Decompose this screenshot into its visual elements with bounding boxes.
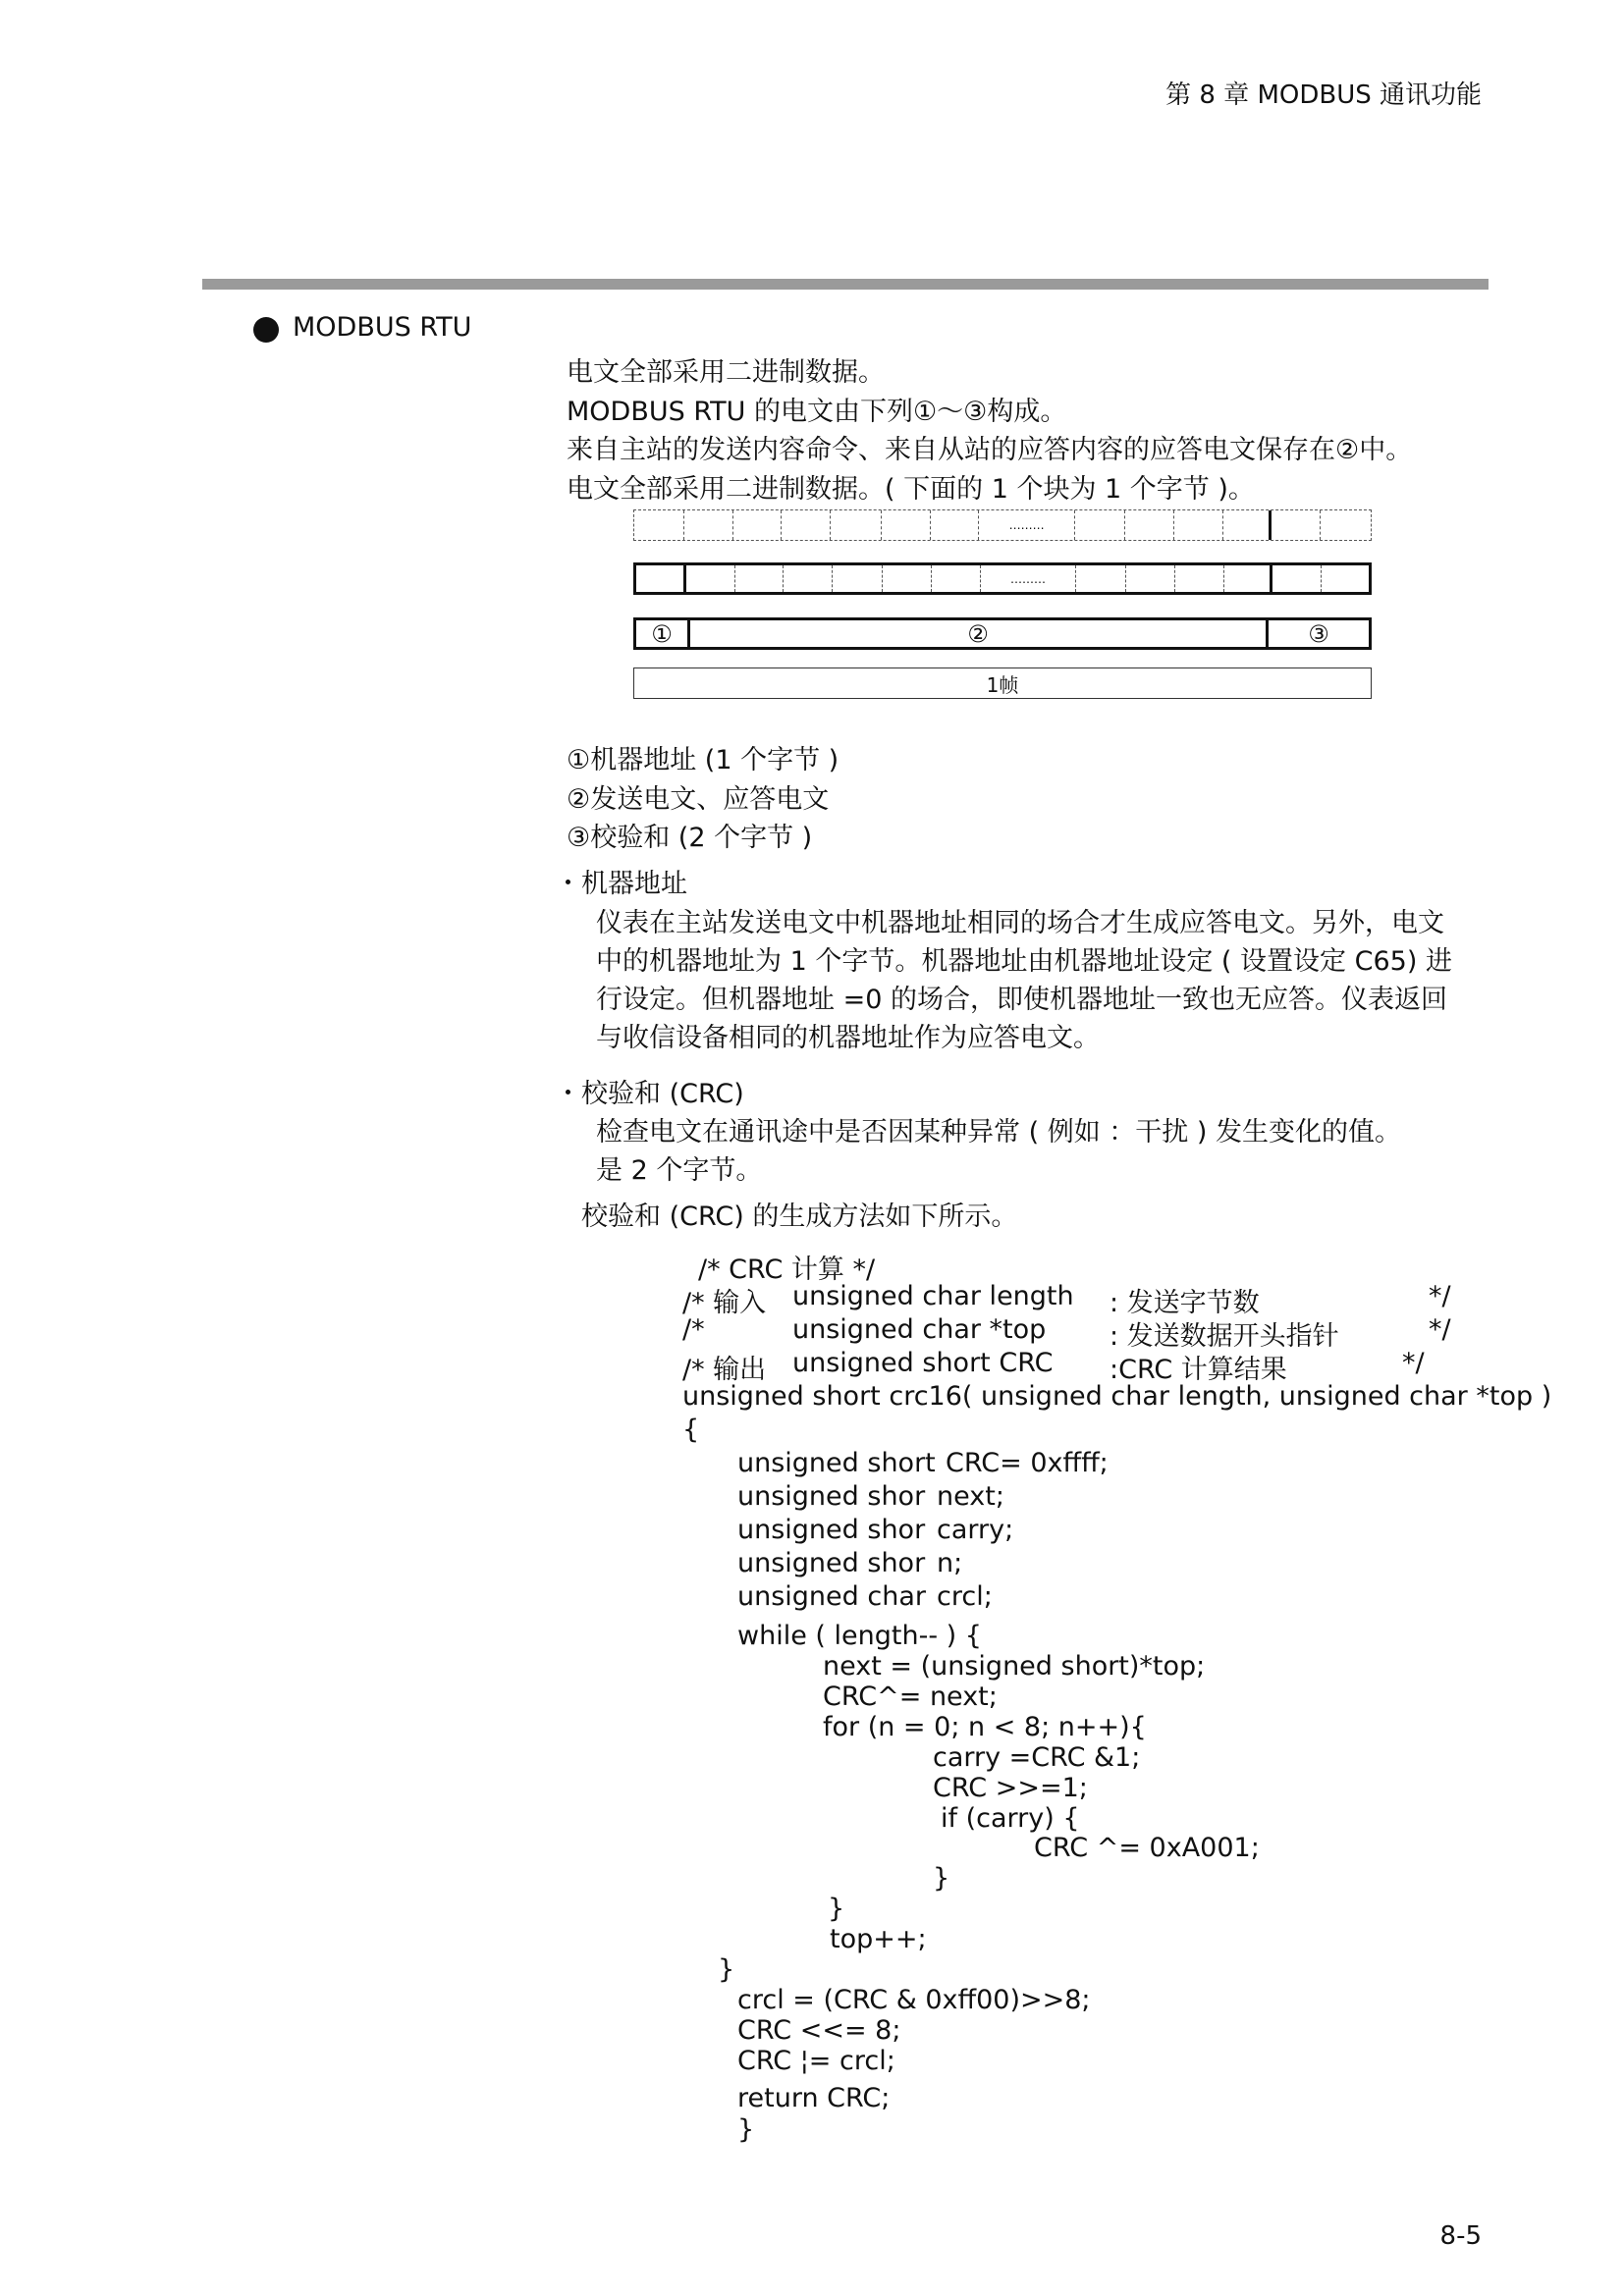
- intro-line: 电文全部采用二进制数据。( 下面的 1 个块为 1 个字节 )。: [567, 474, 1255, 505]
- address-line: 中的机器地址为 1 个字节。机器地址由机器地址设定 ( 设置设定 C65) 进: [596, 946, 1452, 977]
- code-line: carry =CRC &1;: [933, 1742, 1141, 1773]
- code-line: CRC ¦= crcl;: [737, 2046, 895, 2076]
- byte-cell: [931, 510, 979, 540]
- byte-cell-ellipsis: [981, 565, 1077, 592]
- code-line: : 发送数据开头指针: [1110, 1321, 1339, 1352]
- code-line: /*: [682, 1314, 705, 1345]
- code-line: while ( length-- ) {: [737, 1621, 982, 1651]
- byte-cell: [1272, 565, 1321, 592]
- code-line: crcl;: [937, 1581, 993, 1612]
- code-line: n;: [937, 1548, 963, 1578]
- field-message: ②: [690, 620, 1269, 647]
- code-line: : 发送字节数: [1110, 1288, 1260, 1318]
- byte-cell: [883, 565, 932, 592]
- code-line: CRC >>=1;: [933, 1773, 1088, 1803]
- byte-cell: [1224, 565, 1272, 592]
- code-line: */: [1429, 1281, 1451, 1311]
- byte-cell: [833, 565, 883, 592]
- intro-line: 来自主站的发送内容命令、来自从站的应答内容的应答电文保存在②中。: [567, 435, 1413, 465]
- code-line: }: [718, 1954, 735, 1985]
- byte-row-fields: [633, 562, 1372, 595]
- byte-cell: [932, 565, 980, 592]
- byte-cell: [634, 510, 684, 540]
- code-line: :CRC 计算结果: [1110, 1355, 1287, 1385]
- byte-cell: [1322, 565, 1369, 592]
- address-line: 与收信设备相同的机器地址作为应答电文。: [596, 1023, 1100, 1053]
- ellipsis-dots: ………: [1010, 571, 1047, 586]
- byte-cell: [735, 565, 784, 592]
- code-line: unsigned char length: [792, 1281, 1074, 1311]
- code-line: /* 输出: [682, 1355, 767, 1385]
- checksum-method: 校验和 (CRC) 的生成方法如下所示。: [581, 1201, 1018, 1232]
- intro-line: 电文全部采用二进制数据。: [567, 357, 885, 388]
- code-line: */: [1402, 1348, 1425, 1378]
- byte-cell: [1321, 510, 1371, 540]
- byte-cell: [1076, 565, 1126, 592]
- code-line: unsigned shor: [737, 1515, 926, 1545]
- code-line: */: [1429, 1314, 1451, 1345]
- byte-cell: [882, 510, 931, 540]
- code-line: }: [933, 1863, 950, 1894]
- code-line: CRC= 0xffff;: [946, 1448, 1109, 1478]
- frame-label: 1帧: [986, 672, 1019, 697]
- byte-cell-ellipsis: [979, 510, 1075, 540]
- intro-line: MODBUS RTU 的电文由下列①～③构成。: [567, 397, 1067, 427]
- frame-row: [633, 667, 1372, 699]
- code-line: }: [828, 1894, 845, 1924]
- legend-item: ①机器地址 (1 个字节 ): [567, 745, 839, 775]
- address-line: 行设定。但机器地址 =0 的场合，即使机器地址一致也无应答。仪表返回: [596, 985, 1447, 1015]
- code-line: CRC <<= 8;: [737, 2015, 901, 2046]
- chapter-header: 第 8 章 MODBUS 通讯功能: [1165, 80, 1482, 110]
- code-line: /* 输入: [682, 1288, 767, 1318]
- byte-cell: [1174, 510, 1223, 540]
- section-bullet-icon: [253, 317, 279, 343]
- checksum-heading: ・校验和 (CRC): [555, 1079, 744, 1109]
- code-line: /* CRC 计算 */: [698, 1255, 876, 1285]
- byte-row-dashed: [633, 509, 1372, 541]
- code-line: {: [682, 1415, 700, 1445]
- byte-cell: [784, 565, 833, 592]
- header-rule: [202, 279, 1489, 290]
- byte-cell: [684, 510, 732, 540]
- byte-cell: [686, 565, 734, 592]
- checksum-line: 检查电文在通讯途中是否因某种异常 ( 例如 ：干扰 ) 发生变化的值。: [596, 1117, 1401, 1148]
- code-line: unsigned char: [737, 1581, 926, 1612]
- section-title: MODBUS RTU: [293, 312, 472, 343]
- code-line: }: [737, 2114, 755, 2145]
- ellipsis-dots: ………: [1008, 518, 1045, 532]
- checksum-line: 是 2 个字节。: [596, 1155, 763, 1186]
- byte-cell: [1175, 565, 1224, 592]
- code-line: top++;: [830, 1924, 927, 1954]
- legend-item: ②发送电文、应答电文: [567, 784, 830, 815]
- code-line: next;: [937, 1481, 1004, 1512]
- code-line: CRC^= next;: [823, 1682, 998, 1712]
- code-line: unsigned char *top: [792, 1314, 1047, 1345]
- address-line: 仪表在主站发送电文中机器地址相同的场合才生成应答电文。另外，电文: [596, 908, 1444, 938]
- byte-cell: [831, 510, 881, 540]
- field-checksum: ③: [1308, 619, 1329, 648]
- code-line: carry;: [937, 1515, 1014, 1545]
- byte-cell: [782, 510, 831, 540]
- byte-cell: [1126, 565, 1174, 592]
- byte-cell: [1125, 510, 1173, 540]
- field-address: ①: [636, 620, 690, 647]
- code-line: unsigned short crc16( unsigned char length, unsigned char *top ): [682, 1381, 1552, 1412]
- code-line: unsigned short: [737, 1448, 936, 1478]
- byte-cell: [733, 510, 782, 540]
- byte-cell: [1075, 510, 1125, 540]
- code-line: unsigned shor: [737, 1481, 926, 1512]
- address-heading: ・机器地址: [555, 869, 687, 899]
- byte-cell: [1272, 510, 1320, 540]
- page-number: 8-5: [1439, 2221, 1482, 2251]
- code-line: next = (unsigned short)*top;: [823, 1651, 1206, 1682]
- code-line: unsigned shor: [737, 1548, 926, 1578]
- byte-cell: [636, 565, 686, 592]
- code-line: CRC ^= 0xA001;: [1034, 1833, 1260, 1863]
- legend-item: ③校验和 (2 个字节 ): [567, 823, 813, 853]
- field-row: [633, 617, 1372, 650]
- byte-cell: [1223, 510, 1272, 540]
- code-line: unsigned short CRC: [792, 1348, 1054, 1378]
- code-line: crcl = (CRC & 0xff00)>>8;: [737, 1985, 1091, 2015]
- code-line: return CRC;: [737, 2083, 891, 2113]
- code-line: for (n = 0; n < 8; n++){: [823, 1712, 1147, 1742]
- code-line: if (carry) {: [941, 1803, 1080, 1834]
